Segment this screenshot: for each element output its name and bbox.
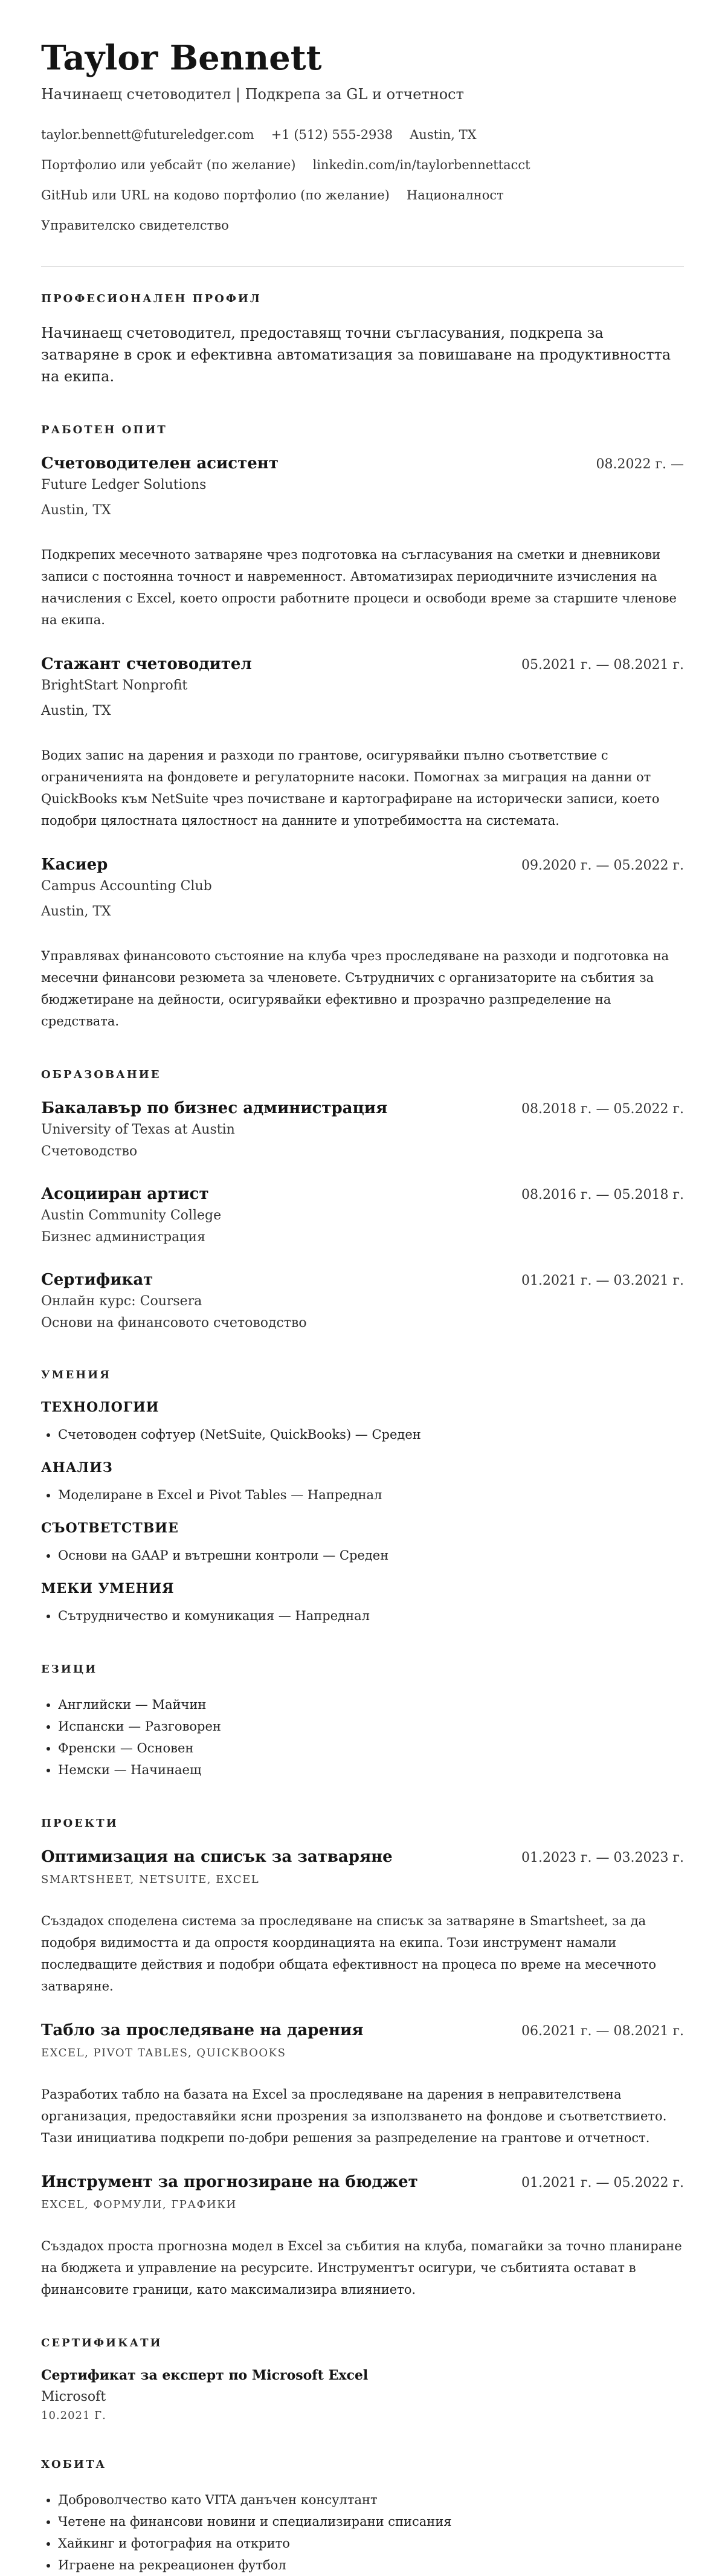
certifications-section bbox=[41, 2337, 684, 2422]
education-entry bbox=[41, 1099, 684, 1161]
header-divider bbox=[41, 266, 684, 267]
profile-section bbox=[41, 292, 684, 387]
education-section bbox=[41, 1068, 684, 1332]
job-description: Водих запис на дарения и разходи по грантове, осигурявайки пълно съответствие с ограниченията на фондовете и регулаторните насоки. Помогнах за миграция на данни от QuickBooks към NetSuite чрез почистване и картографиране на исторически записи, което подобри цялостната цялостност на данните и употребимостта на системата. bbox=[41, 748, 660, 828]
language-item: • Френски — Основен bbox=[58, 1737, 684, 1759]
contact-line-2 bbox=[41, 153, 684, 176]
job-description: Подкрепих месечното затваряне чрез подготовка на съгласувания на сметки и дневникови записи с постоянна точност и навременност. Автоматизирах периодичните изчисления на начисления с Excel, което опрости работните процеси и освободи време за старшите членове на екипа. bbox=[41, 547, 677, 627]
project-dates: 01.2023 г. — 03.2023 г. bbox=[521, 1850, 684, 1865]
skill-group bbox=[41, 1399, 684, 1445]
hobbies-section-title: ХОБИТА bbox=[41, 2458, 107, 2471]
certifications-section-title: СЕРТИФИКАТИ bbox=[41, 2337, 163, 2349]
project-title: Инструмент за прогнозиране на бюджет bbox=[41, 2173, 418, 2191]
contact-nationality: Националност bbox=[406, 188, 504, 202]
job-location: Austin, TX bbox=[41, 703, 111, 718]
project-entry bbox=[41, 2021, 684, 2149]
skills-section-title: УМЕНИЯ bbox=[41, 1369, 112, 1381]
certification-date: 10.2021 Г. bbox=[41, 2409, 106, 2422]
candidate-name: Taylor Bennett bbox=[41, 38, 322, 78]
project-title: Оптимизация на списък за затваряне bbox=[41, 1848, 393, 1866]
skill-group bbox=[41, 1581, 684, 1627]
experience-entry bbox=[41, 454, 684, 631]
project-dates: 01.2021 г. — 05.2022 г. bbox=[521, 2175, 684, 2190]
contact-location: Austin, TX bbox=[410, 128, 477, 142]
job-title: Стажант счетоводител bbox=[41, 655, 252, 673]
experience-entry bbox=[41, 856, 684, 1032]
skill-item: • Сътрудничество и комуникация — Напреднал bbox=[58, 1605, 684, 1627]
project-tech: EXCEL, ФОРМУЛИ, ГРАФИКИ bbox=[41, 2198, 237, 2211]
hobbies-list bbox=[41, 2489, 684, 2576]
hobbies-section bbox=[41, 2458, 684, 2576]
skill-category: АНАЛИЗ bbox=[41, 1460, 113, 1476]
skill-category: ТЕХНОЛОГИИ bbox=[41, 1399, 160, 1415]
skill-category: МЕКИ УМЕНИЯ bbox=[41, 1581, 175, 1596]
languages-list bbox=[41, 1694, 684, 1781]
experience-section bbox=[41, 424, 684, 1032]
job-title: Касиер bbox=[41, 856, 108, 874]
job-dates: 08.2022 г. — bbox=[596, 457, 684, 472]
skill-category: СЪОТВЕТСТВИЕ bbox=[41, 1520, 179, 1536]
job-title: Счетоводителен асистент bbox=[41, 454, 279, 473]
skill-item: • Счетоводен софтуер (NetSuite, QuickBooks) — Среден bbox=[58, 1424, 684, 1445]
certification-issuer: Microsoft bbox=[41, 2389, 106, 2404]
language-item: • Испански — Разговорен bbox=[58, 1716, 684, 1737]
profile-summary: Начинаещ счетоводител, предоставящ точни съгласувания, подкрепа за затваряне в срок и ефективна автоматизация за повишаване на продуктивността на екипа. bbox=[41, 324, 671, 385]
job-company: BrightStart Nonprofit bbox=[41, 678, 188, 693]
job-location: Austin, TX bbox=[41, 503, 111, 518]
job-company: Future Ledger Solutions bbox=[41, 477, 207, 492]
languages-section bbox=[41, 1663, 684, 1781]
experience-section-title: РАБОТЕН ОПИТ bbox=[41, 424, 167, 436]
education-section-title: ОБРАЗОВАНИЕ bbox=[41, 1068, 161, 1081]
project-entry bbox=[41, 2173, 684, 2300]
school-name: University of Texas at Austin bbox=[41, 1122, 235, 1137]
experience-entry bbox=[41, 655, 684, 831]
certification-name: Сертификат за експерт по Microsoft Excel bbox=[41, 2368, 369, 2383]
education-dates: 08.2018 г. — 05.2022 г. bbox=[521, 1102, 684, 1117]
projects-section-title: ПРОЕКТИ bbox=[41, 1817, 118, 1830]
job-location: Austin, TX bbox=[41, 904, 111, 919]
profile-section-title: ПРОФЕСИОНАЛЕН ПРОФИЛ bbox=[41, 292, 262, 305]
project-description: Създадох проста прогнозна модел в Excel за събития на клуба, помагайки за точно планиране на бюджета и управление на ресурсите. Инструментът осигури, че събитията остават в финансовите граници, като максимализира влиянието. bbox=[41, 2239, 682, 2297]
education-dates: 01.2021 г. — 03.2021 г. bbox=[521, 1273, 684, 1288]
resume-header bbox=[41, 38, 684, 237]
skill-group bbox=[41, 1520, 684, 1566]
project-description: Създадох споделена система за проследяване на списък за затваряне в Smartsheet, за да подобря видимостта и да опростя координацията на екипа. Този инструмент намали последващите действия и подобри общата ефективност на процеса по време на месечното затваряне. bbox=[41, 1914, 657, 1993]
education-dates: 08.2016 г. — 05.2018 г. bbox=[521, 1187, 684, 1202]
hobby-item: • Доброволчество като VITA данъчен консултант bbox=[58, 2489, 684, 2511]
contact-phone[interactable]: +1 (512) 555-2938 bbox=[271, 128, 393, 142]
job-description: Управлявах финансовото състояние на клуба чрез проследяване на разходи и подготовка на месечни финансови резюмета за членовете. Сътрудничих с организаторите на събития за бюджетиране на дейности, осигурявайки ефективно и прозрачно разпределение на средствата. bbox=[41, 949, 669, 1028]
project-entry bbox=[41, 1848, 684, 1997]
projects-section bbox=[41, 1817, 684, 2300]
education-entry bbox=[41, 1271, 684, 1332]
contact-portfolio[interactable]: Портфолио или уебсайт (по желание) bbox=[41, 158, 296, 172]
job-dates: 05.2021 г. — 08.2021 г. bbox=[521, 657, 684, 673]
project-dates: 06.2021 г. — 08.2021 г. bbox=[521, 2024, 684, 2039]
language-item: • Немски — Начинаещ bbox=[58, 1759, 684, 1781]
contact-github[interactable]: GitHub или URL на кодово портфолио (по желание) bbox=[41, 188, 390, 202]
project-tech: SMARTSHEET, NETSUITE, EXCEL bbox=[41, 1873, 260, 1886]
contact-authorization: Управителско свидетелство bbox=[41, 218, 229, 233]
contact-line-4 bbox=[41, 214, 684, 237]
school-name: Онлайн курс: Coursera bbox=[41, 1294, 202, 1309]
language-item: • Английски — Майчин bbox=[58, 1694, 684, 1716]
contact-email[interactable]: taylor.bennett@futureledger.com bbox=[41, 128, 254, 142]
degree-title: Сертификат bbox=[41, 1271, 153, 1289]
contact-line-3 bbox=[41, 184, 684, 207]
job-company: Campus Accounting Club bbox=[41, 879, 212, 894]
skill-item: • Моделиране в Excel и Pivot Tables — Напреднал bbox=[58, 1484, 684, 1506]
school-name: Austin Community College bbox=[41, 1208, 222, 1223]
job-dates: 09.2020 г. — 05.2022 г. bbox=[521, 858, 684, 873]
skill-item: • Основи на GAAP и вътрешни контроли — Среден bbox=[58, 1545, 684, 1566]
contact-linkedin[interactable]: linkedin.com/in/taylorbennettacct bbox=[312, 158, 530, 172]
project-title: Табло за проследяване на дарения bbox=[41, 2021, 364, 2039]
hobby-item: • Хайкинг и фотография на открито bbox=[58, 2532, 684, 2554]
hobby-item: • Четене на финансови новини и специализирани списания bbox=[58, 2511, 684, 2532]
languages-section-title: ЕЗИЦИ bbox=[41, 1663, 98, 1676]
field-of-study: Основи на финансовото счетоводство bbox=[41, 1315, 307, 1331]
certification-entry bbox=[41, 2368, 684, 2422]
hobby-item: • Играене на рекреационен футбол bbox=[58, 2554, 684, 2576]
degree-title: Бакалавър по бизнес администрация bbox=[41, 1099, 388, 1117]
project-description: Разработих табло на базата на Excel за проследяване на дарения в неправителствена организация, предоставяйки ясни прозрения за използването на фондове и съответствието. Тази инициатива подкрепи по-добри решения за разпределение на грантове и отчетност. bbox=[41, 2087, 667, 2145]
skill-group bbox=[41, 1460, 684, 1506]
project-tech: EXCEL, PIVOT TABLES, QUICKBOOKS bbox=[41, 2047, 286, 2059]
field-of-study: Счетоводство bbox=[41, 1144, 138, 1159]
skills-section bbox=[41, 1369, 684, 1627]
education-entry bbox=[41, 1185, 684, 1247]
candidate-headline: Начинаещ счетоводител | Подкрепа за GL и отчетност bbox=[41, 86, 464, 103]
field-of-study: Бизнес администрация bbox=[41, 1230, 205, 1245]
degree-title: Асоцииран артист bbox=[41, 1185, 209, 1203]
contact-line-1 bbox=[41, 123, 684, 146]
